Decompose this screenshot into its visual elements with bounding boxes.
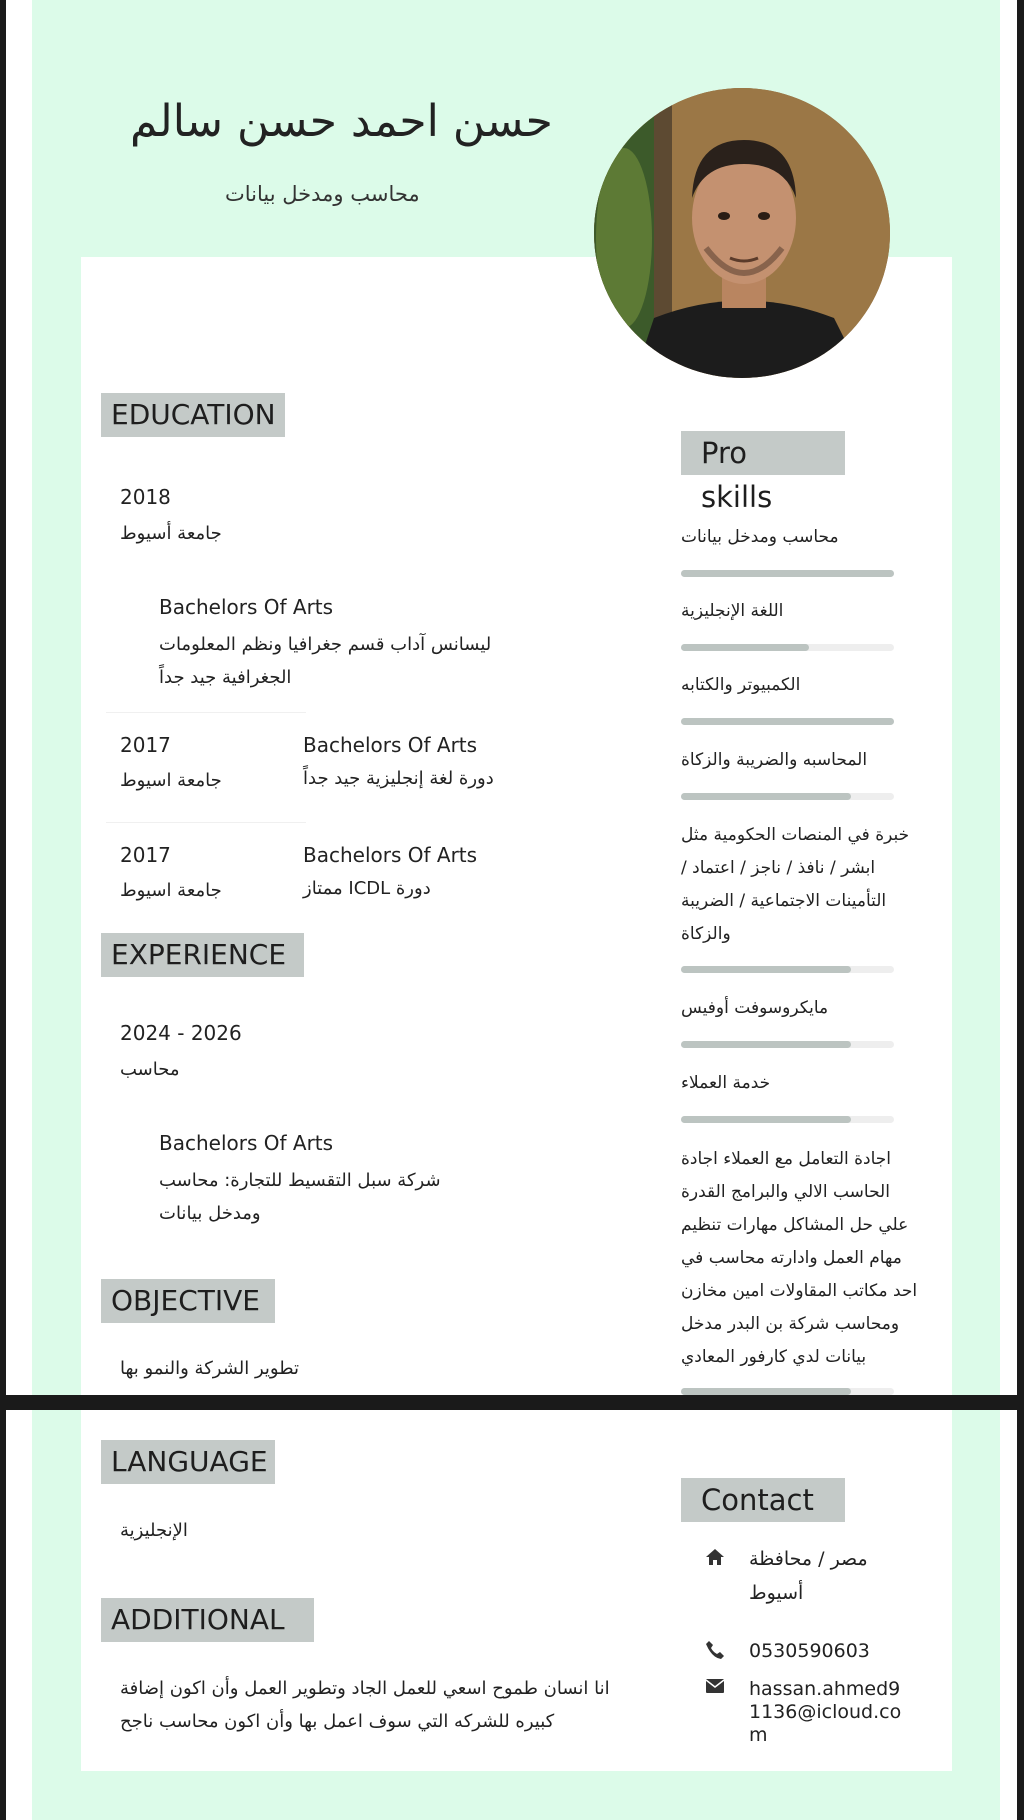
skill-bar bbox=[681, 793, 894, 800]
additional-text: انا انسان طموح اسعي للعمل الجاد وتطوير العمل وأن اكون إضافة كبيره للشركه التي سوف اعمل بها وأن اكون محاسب ناجح bbox=[120, 1678, 610, 1732]
skill-bar bbox=[681, 966, 894, 973]
education-degree: Bachelors Of Arts bbox=[303, 843, 478, 867]
education-heading: EDUCATION bbox=[101, 393, 285, 437]
skill-label: اجادة التعامل مع العملاء اجادة الحاسب الالي والبرامج القدرة علي حل المشاكل مهارات تنظيم مهام العمل وادارته محاسب في احد مكاتب المقاولات امين مخازن ومحاسب شركة بن البدر مدخل بيانات لدي كارفور المعادي bbox=[681, 1149, 918, 1367]
skill-label: الكمبيوتر والكتابه bbox=[681, 675, 801, 695]
resume-page-1 bbox=[6, 0, 1017, 1395]
skill-label: خدمة العملاء bbox=[681, 1073, 771, 1093]
objective-text: تطوير الشركة والنمو بها bbox=[120, 1358, 299, 1379]
skill-bar bbox=[681, 644, 894, 651]
education-description: دورة ICDL ممتاز bbox=[303, 878, 431, 899]
skill-label: محاسب ومدخل بيانات bbox=[681, 527, 839, 547]
divider bbox=[106, 822, 306, 823]
education-year: 2017 bbox=[120, 843, 171, 867]
contact-address-line2: أسيوط bbox=[749, 1582, 804, 1604]
skill-label: خبرة في المنصات الحكومية مثل ابشر / نافذ / ناجز / اعتماد / التأمينات الاجتماعية / الضريبة والزكاة bbox=[681, 825, 910, 944]
candidate-title: محاسب ومدخل بيانات bbox=[225, 182, 420, 206]
education-degree: Bachelors Of Arts bbox=[159, 595, 334, 619]
experience-degree: Bachelors Of Arts bbox=[159, 1131, 334, 1155]
skill-bar-fill bbox=[681, 718, 894, 725]
education-year: 2018 bbox=[120, 485, 171, 509]
skills-heading: Pro skills bbox=[681, 431, 845, 475]
contact-heading: Contact bbox=[681, 1478, 845, 1522]
divider bbox=[106, 712, 306, 713]
contact-address-line1: مصر / محافظة bbox=[749, 1548, 868, 1570]
skill-bar-fill bbox=[681, 644, 809, 651]
skill-bar-fill bbox=[681, 793, 851, 800]
skill-bar-fill bbox=[681, 570, 894, 577]
skill-bar bbox=[681, 570, 894, 577]
resume-page-2 bbox=[6, 1410, 1017, 1820]
contact-phone[interactable]: 0530590603 bbox=[749, 1640, 870, 1662]
contact-email-line2[interactable]: 1136@icloud.co bbox=[749, 1701, 902, 1723]
experience-heading: EXPERIENCE bbox=[101, 933, 304, 977]
skill-bar bbox=[681, 718, 894, 725]
education-description: دورة لغة إنجليزية جيد جداً bbox=[303, 768, 494, 789]
education-school: جامعة أسيوط bbox=[120, 523, 222, 544]
contact-email-line3[interactable]: m bbox=[749, 1724, 768, 1746]
education-school: جامعة اسيوط bbox=[120, 770, 222, 791]
skill-bar-fill bbox=[681, 1388, 851, 1395]
skill-label: مايكروسوفت أوفيس bbox=[681, 998, 829, 1018]
experience-description: شركة سبل التقسيط للتجارة: محاسب ومدخل بيانات bbox=[159, 1170, 441, 1224]
skill-label: اللغة الإنجليزية bbox=[681, 601, 784, 621]
phone-icon bbox=[704, 1640, 726, 1662]
skill-bar-fill bbox=[681, 1116, 851, 1123]
skill-bar-fill bbox=[681, 1041, 851, 1048]
experience-years: 2024 - 2026 bbox=[120, 1021, 242, 1045]
education-year: 2017 bbox=[120, 733, 171, 757]
profile-photo bbox=[594, 88, 890, 378]
skill-bar bbox=[681, 1116, 894, 1123]
experience-role: محاسب bbox=[120, 1059, 180, 1080]
language-heading: LANGUAGE bbox=[101, 1440, 275, 1484]
education-description: ليسانس آداب قسم جغرافيا ونظم المعلومات الجغرافية جيد جداً bbox=[159, 634, 492, 688]
education-school: جامعة اسيوط bbox=[120, 880, 222, 901]
mail-icon bbox=[704, 1678, 726, 1700]
language-value: الإنجليزية bbox=[120, 1520, 188, 1541]
skill-bar-fill bbox=[681, 966, 851, 973]
objective-heading: OBJECTIVE bbox=[101, 1279, 275, 1323]
skill-bar bbox=[681, 1041, 894, 1048]
candidate-name: حسن احمد حسن سالم bbox=[130, 96, 553, 147]
skill-bar bbox=[681, 1388, 894, 1395]
education-degree: Bachelors Of Arts bbox=[303, 733, 478, 757]
skill-label: المحاسبه والضريبة والزكاة bbox=[681, 750, 868, 770]
contact-email-line1[interactable]: hassan.ahmed9 bbox=[749, 1678, 901, 1700]
additional-heading: ADDITIONAL bbox=[101, 1598, 314, 1642]
home-icon bbox=[704, 1547, 726, 1569]
